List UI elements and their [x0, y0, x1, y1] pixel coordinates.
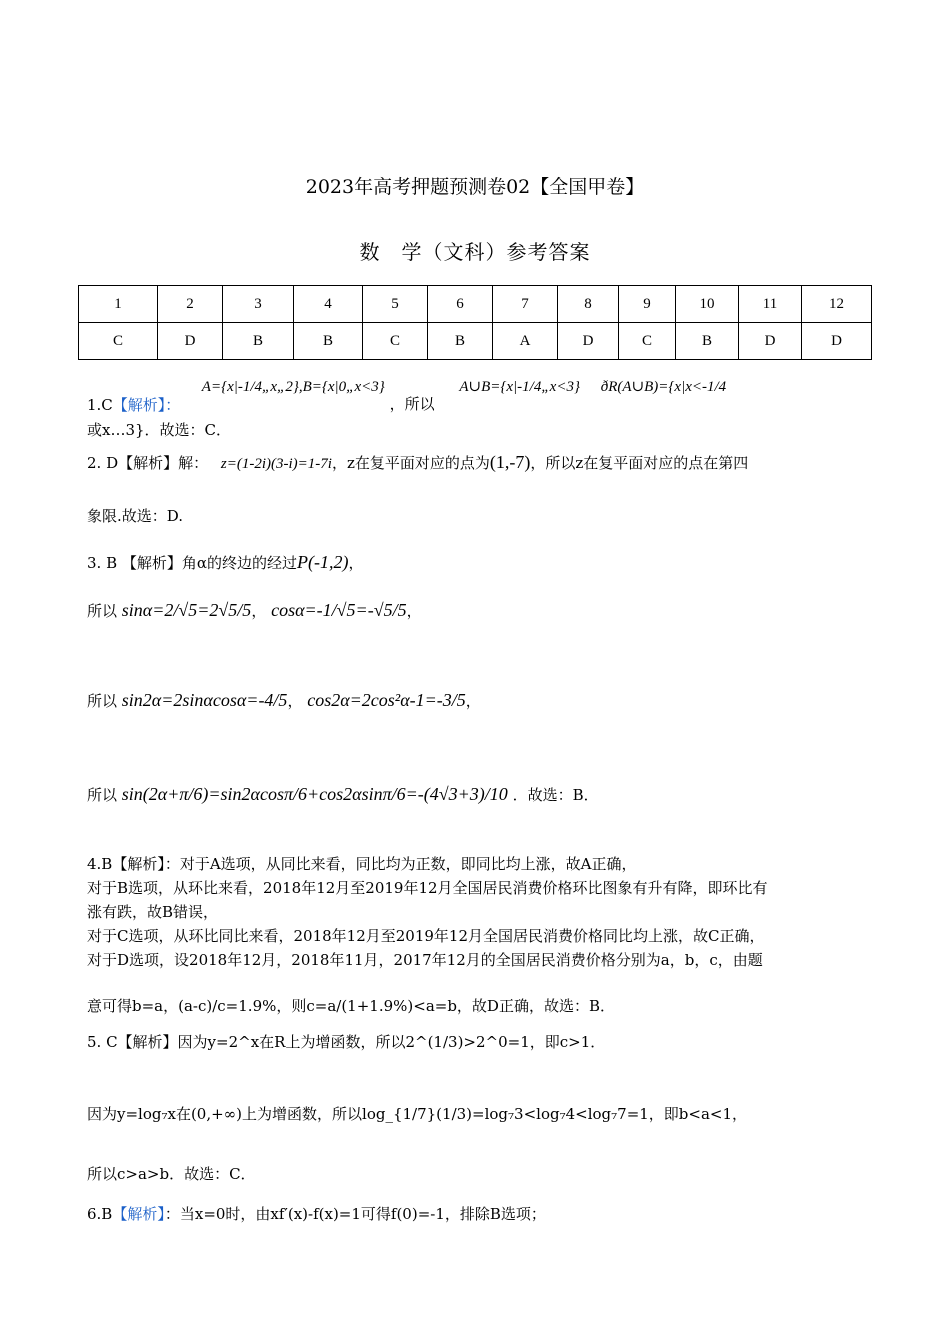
q3-so-3: 所以 — [87, 786, 118, 804]
q4-line4: 对于C选项，从环比同比来看，2018年12月至2019年12月全国居民消费价格同比均上涨，故C正确， — [87, 927, 765, 945]
answer-letter: D — [802, 323, 872, 360]
q2-line2: 象限.故选：D. — [87, 507, 184, 525]
q4-line1: 4.B【解析】：对于A选项，从同比来看，同比均为正数，即同比均上涨，故A正确， — [87, 855, 637, 873]
answer-number: 4 — [294, 286, 363, 323]
q2-mid: ，z在复平面对应的点为 — [331, 454, 490, 472]
answer-letter: C — [363, 323, 428, 360]
q1-line1 — [87, 376, 727, 414]
q3-label: 3. B 【解析】角 — [87, 554, 197, 572]
q2-expr: z=(1-2i)(3-i)=1-7i — [220, 456, 332, 472]
q3-sin2: sin2α=2sinαcosα=-4/5 — [121, 690, 288, 710]
q4-line5: 对于D选项，设2018年12月，2018年11月，2017年12月的全国居民消费价格分别为a，b，c，由题 — [87, 951, 763, 969]
answer-number: 5 — [363, 286, 428, 323]
q3-line3: 所以 sin2α=2sinαcosα=-4/5， cos2α=2cos²α-1=-3/5， — [87, 690, 481, 710]
q3-point: P(-1,2) — [297, 552, 349, 572]
answer-letter: B — [676, 323, 739, 360]
q2-label: 2. D【解析】解： — [87, 454, 209, 472]
q5-line2: 因为y=log₇x在(0,+∞)上为增函数，所以log_{1/7}(1/3)=log₇3<log₇4<log₇7=1，即b<a<1， — [87, 1105, 748, 1123]
q1-union: A∪B={x|-1/4„x<3} — [459, 379, 580, 395]
answer-number: 2 — [158, 286, 223, 323]
q3-cos2: cos2α=2cos²α-1=-3/5 — [307, 690, 466, 710]
q6-text: ：当x=0时，由xf′(x)-f(x)=1可得f(0)=-1，排除B选项； — [164, 1205, 546, 1223]
q5-line3: 所以c>a>b．故选：C． — [87, 1165, 256, 1183]
q6-label: 6.B — [87, 1205, 113, 1223]
doc-subtitle: 数 学（文科）参考答案 — [359, 240, 591, 264]
answer-letter: C — [619, 323, 676, 360]
answer-number: 7 — [493, 286, 558, 323]
q1-complement: ðR(A∪B)={x|x<-1/4 — [600, 379, 727, 395]
q6-tag: 【解析】 — [112, 1205, 165, 1223]
q3-line1: 3. B 【解析】角α的终边的经过P(-1,2)， — [87, 552, 364, 572]
answer-letter: D — [158, 323, 223, 360]
q4-line3: 涨有跌，故B错误， — [87, 903, 219, 921]
q3-pick: ．故选：B． — [512, 786, 599, 804]
answer-letter: C — [79, 323, 158, 360]
answer-number: 11 — [739, 286, 802, 323]
q3-sin: sinα=2/√5=2√5/5 — [121, 600, 252, 620]
q1-set-a: A={x|-1/4„x„2},B={x|0„x<3} — [201, 379, 385, 395]
q3-cos: cosα=-1/√5=-√5/5 — [271, 600, 407, 620]
q4-line2: 对于B选项，从环比来看，2018年12月至2019年12月全国居民消费价格环比图象有升有降，即环比有 — [87, 879, 768, 897]
q1-tail: 或x…3}．故选：C． — [87, 421, 232, 439]
q1-tag: 【解析】： — [112, 396, 181, 414]
answer-number: 9 — [619, 286, 676, 323]
q3-final: sin(2α+π/6)=sin2αcosπ/6+cos2αsinπ/6=-(4√3+3)/10 — [121, 784, 508, 804]
q2-line1 — [87, 452, 748, 474]
q3-alpha-text: α的终边的经过 — [196, 554, 298, 572]
answer-letter: A — [493, 323, 558, 360]
q6-line1 — [87, 1204, 546, 1224]
q1-label: 1.C — [87, 396, 113, 414]
answer-number: 1 — [79, 286, 158, 323]
answer-number: 12 — [802, 286, 872, 323]
answer-number: 6 — [428, 286, 493, 323]
q3-line4 — [87, 784, 599, 805]
q1-so: ，所以 — [389, 395, 435, 413]
q4-line6: 意可得b=a，(a-c)/c=1.9%，则c=a/(1+1.9%)<a=b，故D正确，故选：B． — [87, 997, 615, 1015]
answer-letter-row — [79, 323, 872, 360]
q3-so: 所以 — [87, 602, 118, 620]
answer-letter: D — [558, 323, 619, 360]
answer-number: 3 — [223, 286, 294, 323]
answer-letter: B — [428, 323, 493, 360]
answer-table — [78, 285, 872, 360]
q3-line2: 所以 sinα=2/√5=2√5/5， cosα=-1/√5=-√5/5， — [87, 600, 422, 620]
answer-letter: B — [294, 323, 363, 360]
q5-line1: 5. C【解析】因为y=2^x在R上为增函数，所以2^(1/3)>2^0=1，即c>1． — [87, 1033, 606, 1051]
doc-title: 2023年高考押题预测卷02【全国甲卷】 — [305, 176, 645, 198]
answer-number: 8 — [558, 286, 619, 323]
answer-number-row — [79, 286, 872, 323]
q2-point: (1,-7) — [489, 452, 531, 472]
answer-letter: B — [223, 323, 294, 360]
answer-letter: D — [739, 323, 802, 360]
answer-number: 10 — [676, 286, 739, 323]
q3-so-2: 所以 — [87, 692, 118, 710]
q2-tail: ，所以z在复平面对应的点在第四 — [530, 454, 749, 472]
